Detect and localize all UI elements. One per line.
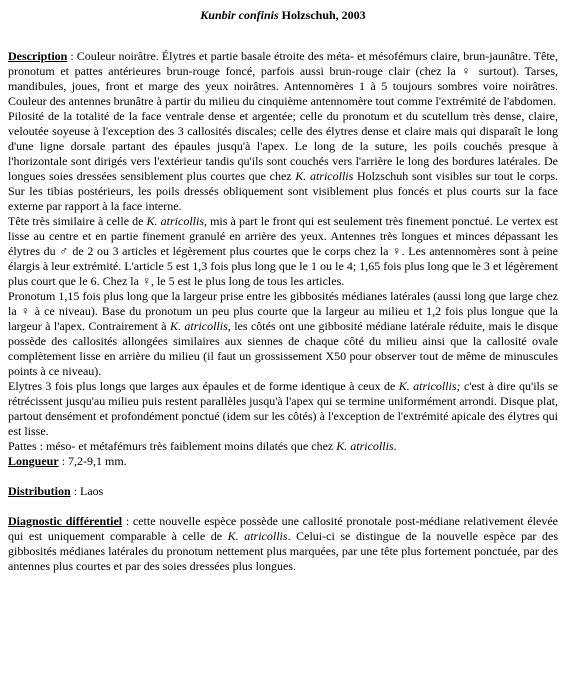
description-paragraph-pronotum [8,289,558,379]
heading-colon: : [67,49,77,63]
longueur-heading: Longueur [8,454,59,468]
legs-text-1: Pattes : méso- et métafémurs très faiblement moins dilatés que chez [8,439,337,453]
description-section [8,49,558,469]
legs-text-2: . [393,439,397,453]
longueur-paragraph [8,454,558,469]
taxon-name: Kunbir confinis [200,8,279,22]
elytra-text-1: Elytres 3 fois plus longs que larges aux épaules et de forme identique à ceux de [8,379,399,393]
distribution-paragraph [8,484,558,499]
distribution-heading: Distribution [8,484,71,498]
diagnostic-text-1: : cette nouvelle espèce possède une callosité pronotale post-médiane relativement élevée qui est uniquement comparable à celle de [8,514,558,543]
species-ref: K. atricollis [295,169,354,183]
species-title [8,8,558,23]
diagnostic-heading: Diagnostic différentiel [8,514,123,528]
taxon-author: Holzschuh, 2003 [281,8,366,22]
head-text-2: , mis à part le front qui est seulement très finement ponctué. Le vertex est lisse au centre et en partie finement granulé en arrière des yeux. Antennes très longues et minces dépassant les élytres du ♂ de 2 ou 3 articles et légèrement plus courtes que le corps chez la ♀. Les antennomères sont à peine élargis à leur extrémité. L'article 5 est 1,3 fois plus long que le 1 ou le 4; 1,65 fois plus long que le 3 et légèrement plus court que le 6. Chez la ♀, le 5 est le plus long de tous les articles. [8,214,558,288]
description-paragraph-elytra [8,379,558,439]
head-text-1: Tête très similaire à celle de [8,214,147,228]
description-paragraph-legs [8,439,558,454]
elytra-text-2: c'est à dire qu'ils se rétrécissent jusqu'au milieu puis restent parallèles jusqu'à l'apex qui se termine uniformément arrondi. Disque plat, partout densément et profondément ponctué (idem sur les côtés) à l'exception de l'extrémité apicale des élytres qui est lisse. [8,379,558,438]
description-heading: Description [8,49,68,63]
pilosity-text-2: Holzschuh sont visibles sur tout le corps. Sur les tibias postérieurs, les poils dressés obliquement sont visiblement plus foncés et plus courts sur la face externe par rapport à la face interne. [8,169,558,213]
colour-text: Couleur noirâtre. Élytres et partie basale étroite des méta- et mésofémurs claire, brun-jaunâtre. Tête, pronotum et pattes antérieures brun-rouge foncé, parfois aussi brun-rouge clair (chez la ♀ surtout). Tarses, mandibules, joues, front et marge des yeux noirâtres. Antennomères 1 à 5 toujours sombres voire noirâtres. Couleur des antennes brunâtre à partir du milieu du cinquième antennomère tout comme l'extrémité de l'abdomen. [8,49,558,108]
description-paragraph-pilosity [8,109,558,214]
longueur-value: : 7,2-9,1 mm. [58,454,127,468]
species-ref: K. atricollis [146,214,204,228]
pronotum-text-1: Pronotum 1,15 fois plus long que la largeur prise entre les gibbosités médianes latérales (aussi long que large chez la ♀ à ce niveau). Base du pronotum un peu plus courte que la largeur au milieu et 1,2 fois plus longue que la largeur à l'apex. Contrairement à [8,289,558,333]
pronotum-text-2: , les côtés ont une gibbosité médiane latérale réduite, mais le disque possède des callosités allongées similaires aux siennes de chaque côté du milieu ainsi que la callosité ovale complètement lisse en arrière du milieu (il faut un grossissement X50 pour observer tout de même de minuscules points à ce niveau). [8,319,558,378]
description-paragraph-head [8,214,558,289]
description-paragraph-colour [8,49,558,109]
diagnostic-text-2: . Celui-ci se distingue de la nouvelle espèce par des gibbosités médianes latérales du pronotum nettement plus marquées, par une tête plus fortement ponctuée, par des antennes plus courtes et par des soies dressées plus longues. [8,529,559,573]
pilosity-text-1: Pilosité de la totalité de la face ventrale dense et argentée; celle du pronotum et du scutellum très dense, claire, veloutée soyeuse à l'exception des 3 callosités discales; celle des élytres dense et claire mais qui disparaît le long d'une ligne dorsale partant des épaules jusqu'à l'apex. Le long de la suture, les poils couchés presque à l'horizontale sont dirigés vers l'extérieur tandis qu'ils sont couchés vers l'arrière le long des bordures latérales. De longues soies dressées sensiblement plus courtes que chez [8,109,558,183]
species-ref: K. atricollis [227,529,288,543]
diagnostic-paragraph [8,514,558,574]
species-ref: K. atricollis [170,319,228,333]
distribution-value: : Laos [70,484,104,498]
species-ref: K. atricollis; [398,379,461,393]
species-ref: K. atricollis [336,439,394,453]
